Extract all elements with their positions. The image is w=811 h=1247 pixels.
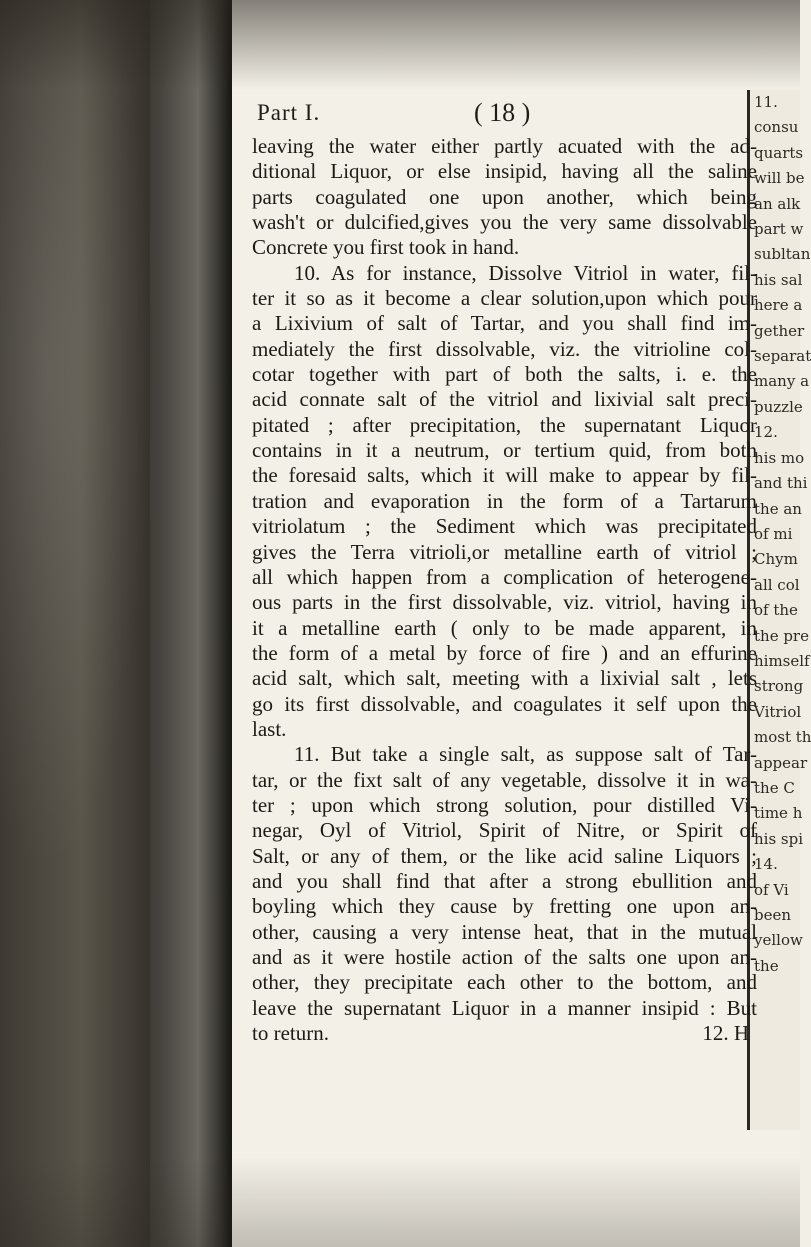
facing-page-line: most th — [754, 728, 811, 747]
text-line: go its first dissolvable, and coagulates it self upon the — [252, 691, 757, 716]
facing-page-line: appear — [754, 753, 808, 772]
text-line: the foresaid salts, which it will make to appear by fil- — [252, 463, 757, 488]
facing-page-line: the C — [754, 778, 795, 797]
top-shadow — [0, 0, 800, 90]
text-line: Concrete you first took in hand. — [252, 235, 520, 260]
facing-page-line — [750, 1081, 800, 1106]
facing-page-line: himself — [754, 651, 810, 670]
text-line: cotar together with part of both the salts, i. e. the — [252, 362, 757, 387]
facing-page-line: will be — [754, 169, 805, 188]
text-line: all which happen from a complication of heterogene- — [252, 564, 757, 589]
text-line: boyling which they cause by fretting one upon an- — [252, 894, 757, 919]
text-line: acid salt, which salt, meeting with a lixivial salt , lets — [252, 666, 757, 691]
facing-page-line: the an — [754, 499, 802, 518]
text-line: and as it were hostile action of the salts one upon an- — [252, 945, 757, 969]
facing-page-line: Chym — [754, 550, 798, 569]
facing-page-line — [750, 1055, 800, 1080]
facing-page-line: of Vi — [754, 880, 789, 899]
page-number: ( 18 ) — [474, 98, 531, 127]
text-line: it a metalline earth ( only to be made apparent, in — [252, 615, 757, 640]
facing-page-line: time h — [754, 804, 803, 823]
text-line: acid connate salt of the vitriol and lixivial salt preci- — [252, 387, 757, 412]
running-head: Part I. — [257, 100, 321, 125]
facing-page-line: his spi — [754, 829, 804, 848]
text-line: Salt, or any of them, or the like acid saline Liquors ; — [252, 843, 757, 868]
facing-page-line: the pre — [754, 626, 809, 645]
facing-page-line: of mi — [754, 524, 793, 543]
facing-page-line: all col — [754, 575, 800, 594]
facing-page-line: part w — [754, 220, 804, 239]
facing-page-line — [750, 979, 800, 1004]
facing-page-line: and thi — [754, 474, 808, 493]
text-line: ter ; upon which strong solution, pour distilled Vi- — [252, 792, 757, 817]
text-line: mediately the first dissolvable, viz. the vitrioline col- — [252, 336, 757, 361]
facing-page-line — [750, 1005, 800, 1030]
text-line: ous parts in the first dissolvable, viz. vitriol, having in — [252, 590, 757, 615]
facing-page-line: been — [754, 906, 792, 924]
text-line: other, they precipitate each other to the bottom, and — [252, 970, 757, 995]
facing-page-line: many a — [754, 372, 810, 391]
facing-page-line — [750, 1030, 800, 1055]
text-line: pitated ; after precipitation, the supernatant Liquor — [252, 412, 757, 437]
facing-page-line: 11. — [754, 93, 778, 111]
facing-page-line: the — [754, 956, 779, 975]
facing-page-line: an alk — [754, 194, 801, 213]
text-line: wash't or dulcified,gives you the very same dissolvable — [252, 210, 757, 235]
facing-page-line: subltan — [754, 245, 811, 264]
text-line: contains in it a neutrum, or tertium quid, from both — [252, 438, 757, 463]
text-line: vitriolatum ; the Sediment which was precipitated — [252, 514, 757, 539]
bottom-shadow — [0, 1157, 800, 1247]
text-line: last. — [252, 716, 287, 741]
facing-page-line: consu — [754, 118, 799, 137]
text-line: ter it so as it become a clear solution,upon which pour — [252, 286, 757, 311]
facing-page-line: his sal — [754, 270, 803, 289]
facing-page-line — [750, 1106, 800, 1131]
facing-page-line — [750, 1157, 800, 1182]
text-line: gives the Terra vitrioli,or metalline earth of vitriol ; — [252, 539, 757, 564]
text-line: ditional Liquor, or else insipid, having all the saline — [252, 159, 757, 184]
text-line: and you shall find that after a strong ebullition and — [252, 868, 757, 893]
text-line: the form of a metal by force of fire ) and an effurine — [252, 640, 757, 665]
facing-page-line: here a — [754, 296, 803, 315]
facing-page-line: strong — [754, 677, 804, 696]
body-text — [252, 134, 757, 1046]
facing-page-line: his mo — [754, 448, 805, 467]
text-line: tration and evaporation in the form of a Tartarum — [252, 488, 757, 513]
text-line: leave the supernatant Liquor in a manner insipid : But — [252, 995, 757, 1020]
facing-page-line: quarts — [754, 143, 804, 162]
facing-page-line: 12. — [754, 423, 778, 442]
facing-page-line: separat — [754, 347, 811, 366]
facing-page-line — [750, 1132, 800, 1157]
text-line: leaving the water either partly acuated with the ad- — [252, 134, 757, 158]
page-header — [252, 98, 757, 134]
facing-page-line: Vitriol — [754, 702, 802, 721]
text-line: 11. But take a single salt, as suppose salt of Tar- — [294, 742, 757, 767]
text-line: to return. 12. H — [252, 1021, 749, 1046]
page-edge-highlight — [150, 0, 230, 1247]
text-line: tar, or the fixt salt of any vegetable, dissolve it in wa- — [252, 767, 757, 792]
catchword: 12. H — [702, 1021, 749, 1046]
text-line: a Lixivium of salt of Tartar, and you shall find im- — [252, 311, 757, 336]
facing-page-line: 14. — [754, 855, 778, 874]
text-line: negar, Oyl of Vitriol, Spirit of Nitre, or Spirit of — [252, 818, 757, 843]
facing-page-line: yellow — [754, 931, 803, 950]
book-page — [252, 98, 757, 1046]
text-line: other, causing a very intense heat, that in the mutual — [252, 919, 757, 944]
text-line: 10. As for instance, Dissolve Vitriol in water, fil- — [294, 260, 757, 285]
facing-page-line: of the — [754, 601, 798, 620]
facing-page-line: gether — [754, 321, 805, 340]
text-line: parts coagulated one upon another, which being — [252, 184, 757, 209]
facing-page-line: puzzle — [754, 397, 803, 416]
